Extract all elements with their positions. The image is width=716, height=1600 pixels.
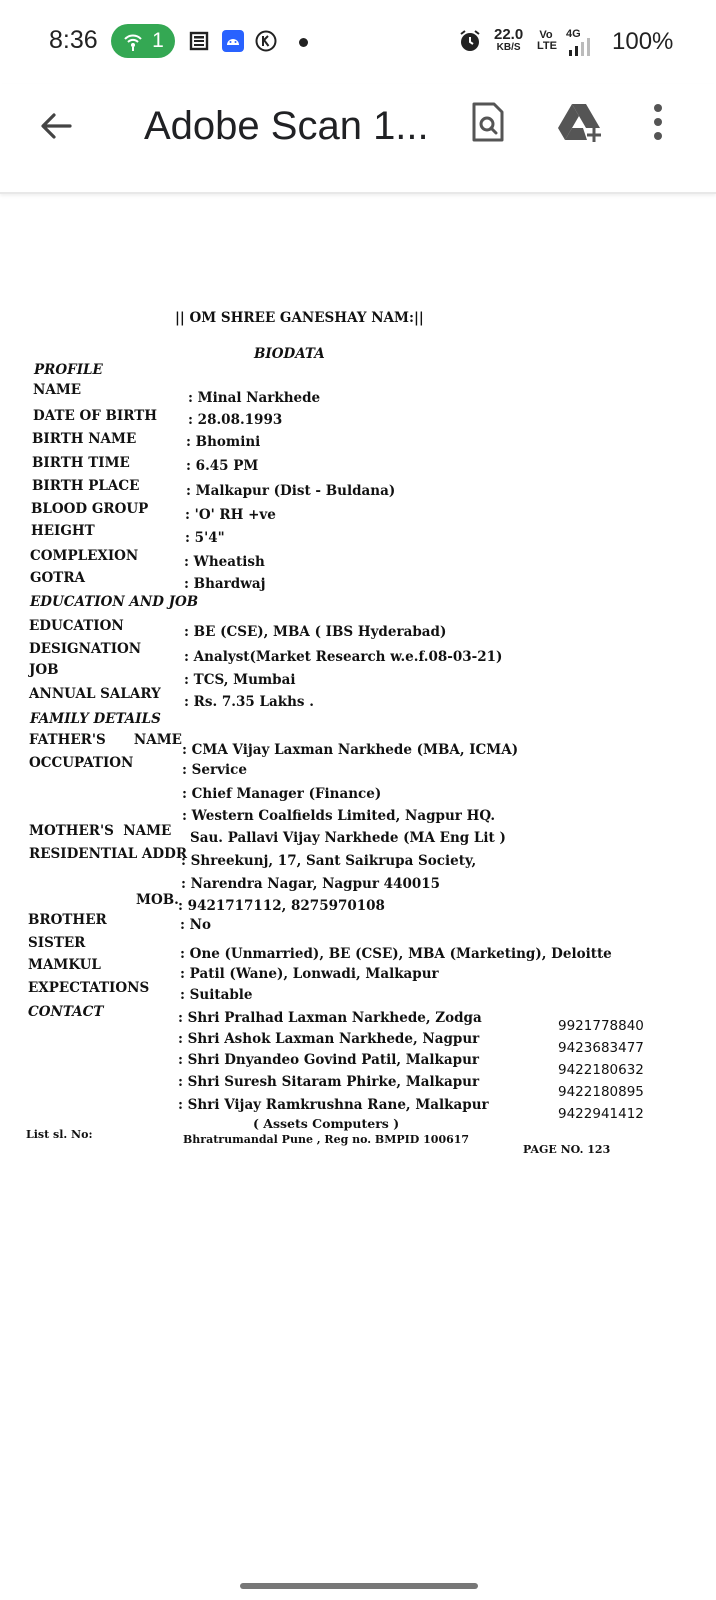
row-label: SISTER <box>28 935 86 951</box>
contact-name: : Shri Vijay Ramkrushna Rane, Malkapur <box>178 1097 489 1113</box>
section-family-details: FAMILY DETAILS <box>30 711 161 727</box>
assets-note: ( Assets Computers ) <box>253 1116 400 1131</box>
row-value: : Shreekunj, 17, Sant Saikrupa Society, <box>181 853 477 869</box>
status-bar <box>0 0 716 84</box>
contact-name: : Shri Dnyandeo Govind Patil, Malkapur <box>178 1052 480 1068</box>
notification-dot <box>299 38 308 47</box>
contact-label: CONTACT <box>28 1004 104 1020</box>
hotspot-indicator <box>111 24 175 58</box>
row-value: : 28.08.1993 <box>188 412 283 428</box>
row-value: : 9421717112, 8275970108 <box>178 898 385 914</box>
footer-list-number: List sl. No: <box>26 1128 93 1141</box>
row-label: HEIGHT <box>31 523 95 539</box>
row-label: BROTHER <box>28 912 107 928</box>
section-profile: PROFILE <box>34 362 103 378</box>
contact-phone: 9423683477 <box>558 1040 644 1056</box>
section-education-job: EDUCATION AND JOB <box>30 594 199 610</box>
row-value: : Rs. 7.35 Lakhs . <box>184 694 314 710</box>
footer-page-number: PAGE NO. 123 <box>523 1143 611 1156</box>
row-label: BIRTH TIME <box>32 455 130 471</box>
row-value: : Patil (Wane), Lonwadi, Malkapur <box>180 966 439 982</box>
row-value: : Analyst(Market Research w.e.f.08-03-21) <box>184 649 503 665</box>
battery-level: 100% <box>612 28 674 55</box>
row-label: BIRTH PLACE <box>32 478 140 494</box>
contact-phone: 9422941412 <box>558 1106 644 1122</box>
signal-icon <box>568 38 594 56</box>
gesture-nav-pill[interactable] <box>240 1583 478 1589</box>
document-header: || OM SHREE GANESHAY NAM:|| <box>175 310 424 326</box>
row-value: : Bhomini <box>186 434 261 450</box>
row-label: GOTRA <box>30 570 86 586</box>
app-bar <box>0 84 716 194</box>
document-title-biodata: BIODATA <box>254 346 325 362</box>
row-value: : BE (CSE), MBA ( IBS Hyderabad) <box>184 624 447 640</box>
row-label: JOB <box>29 662 59 678</box>
row-label: EDUCATION <box>29 618 124 634</box>
row-label: DATE OF BIRTH <box>33 408 158 424</box>
net-speed-value: 22.0 <box>494 26 524 43</box>
k-app-icon <box>255 30 277 52</box>
alarm-icon <box>458 29 482 53</box>
row-label: DESIGNATION <box>29 641 142 657</box>
row-value: : Bhardwaj <box>184 576 266 592</box>
row-value: : 'O' RH +ve <box>185 507 276 523</box>
contact-phone: 9921778840 <box>558 1018 644 1034</box>
contact-phone: 9422180632 <box>558 1062 644 1078</box>
net-speed-unit: KB/S <box>496 42 521 53</box>
row-value: : CMA Vijay Laxman Narkhede (MBA, ICMA) <box>182 742 519 758</box>
row-label: RESIDENTIAL ADDR <box>29 846 188 862</box>
document-title: Adobe Scan 1... <box>144 104 429 148</box>
row-value: : TCS, Mumbai <box>184 672 296 688</box>
back-arrow-icon[interactable] <box>36 106 76 146</box>
row-value: : 6.45 PM <box>186 458 259 474</box>
row-label: COMPLEXION <box>30 548 139 564</box>
add-to-drive-icon[interactable] <box>556 100 604 144</box>
row-value: : Suitable <box>180 987 253 1003</box>
row-label: NAME <box>33 382 82 398</box>
network-type-label: 4G <box>566 28 581 40</box>
row-value: : Minal Narkhede <box>188 390 321 406</box>
scanned-document-page[interactable] <box>20 300 680 1180</box>
row-label: OCCUPATION <box>29 755 134 771</box>
footer-registration: Bhratrumandal Pune , Reg no. BMPID 100617 <box>183 1133 470 1146</box>
contact-name: : Shri Ashok Laxman Narkhede, Nagpur <box>178 1031 480 1047</box>
more-vert-icon[interactable] <box>646 100 670 144</box>
row-value: : 5'4" <box>185 530 225 546</box>
row-label: MOTHER'S NAME <box>29 823 172 839</box>
android-icon <box>222 30 244 52</box>
row-value: : Narendra Nagar, Nagpur 440015 <box>181 876 441 892</box>
row-label: BLOOD GROUP <box>31 501 149 517</box>
row-label: FATHER'S NAME <box>29 732 182 748</box>
row-label: BIRTH NAME <box>32 431 137 447</box>
row-label: MOB. <box>136 892 179 908</box>
row-value: : No <box>180 917 212 933</box>
status-time: 8:36 <box>49 26 98 54</box>
row-value: : Wheatish <box>184 554 265 570</box>
hotspot-count: 1 <box>152 29 164 52</box>
net-speed <box>494 28 523 54</box>
row-label: EXPECTATIONS <box>28 980 150 996</box>
row-label: ANNUAL SALARY <box>29 686 161 702</box>
contact-name: : Shri Suresh Sitaram Phirke, Malkapur <box>178 1074 480 1090</box>
row-value: : Service <box>182 762 247 778</box>
search-document-icon[interactable] <box>466 100 510 144</box>
hotspot-icon <box>122 30 144 52</box>
row-value: : Western Coalfields Limited, Nagpur HQ. <box>182 808 496 824</box>
volte-indicator: Vo LTE <box>537 29 557 52</box>
row-value: : Chief Manager (Finance) <box>182 786 382 802</box>
contact-name: : Shri Pralhad Laxman Narkhede, Zodga <box>178 1010 482 1026</box>
contact-phone: 9422180895 <box>558 1084 644 1100</box>
row-value: Sau. Pallavi Vijay Narkhede (MA Eng Lit ) <box>190 830 506 846</box>
row-value: : Malkapur (Dist - Buldana) <box>186 483 396 499</box>
row-label: MAMKUL <box>28 957 101 973</box>
news-icon <box>188 30 210 52</box>
row-value: : One (Unmarried), BE (CSE), MBA (Marketing), Deloitte <box>180 946 612 962</box>
